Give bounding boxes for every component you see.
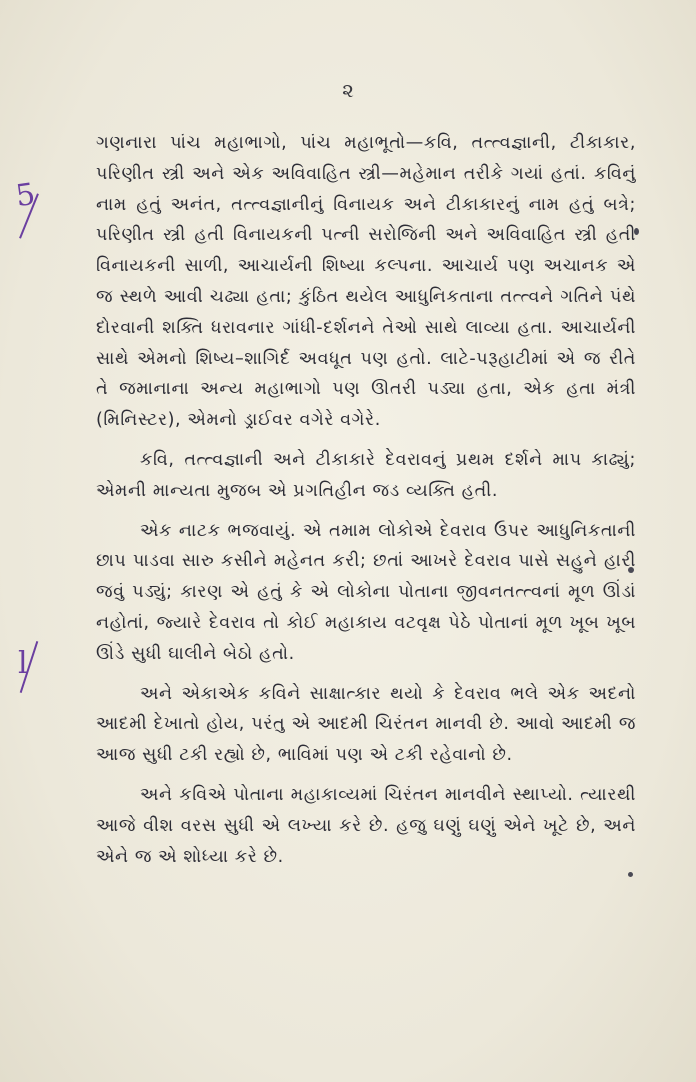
- paragraph-5: અને કવિએ પોતાના મહાકાવ્યમાં ચિરંતન માનવીને સ્થાપ્યો. ત્યારથી આજે વીશ વરસ સુધી એ લખ્યા કરે છે. હજુ ઘણું ઘણું એને ખૂટે છે, અને એને જ એ શોધ્યા કરે છે.: [96, 784, 636, 867]
- paragraph-1: ગણનારા પાંચ મહાભાગો, પાંચ મહાભૂતો—કવિ, તત્ત્વજ્ઞાની, ટીકાકાર, પરિણીત સ્ત્રી અને એક અવિવાહિત સ્ત્રી—મહેમાન તરીકે ગયાં હતાં. કવિનું નામ હતું અનંત, તત્ત્વજ્ઞાનીનું વિનાયક અને ટીકાકારનું નામ હતું બત્રે; પરિણીત સ્ત્રી હતી વિનાયકની પત્ની સરોજિની અને અવિવાહિત સ્ત્રી હતી વિનાયકની સાળી, આચાર્યની શિષ્યા કલ્પના. આચાર્ય પણ અચાનક એ જ સ્થળે આવી ચઢ્યા હતા; કુંઠિત થયેલ આધુનિકતાના તત્ત્વને ગતિને પંથે દોરવાની શક્તિ ધરાવનાર ગાંધી-દર્શનને તેઓ સાથે લાવ્યા હતા. આચાર્યની સાથે એમનો શિષ્ય–શાગિર્દ અવધૂત પણ હતો. લાટે-પરૂહાટીમાં એ જ રીતે તે જમાનાના અન્ય મહાભાગો પણ ઊતરી પડ્યા હતા, એક હતા મંત્રી (મિનિસ્ટર), એમનો ડ્રાઈવર વગેરે વગેરે.: [96, 133, 636, 431]
- page-number: ૨: [342, 78, 354, 102]
- paragraph-3: એક નાટક ભજવાયું. એ તમામ લોકોએ દેવરાવ ઉપર આધુનિકતાની છાપ પાડવા સારુ કસીને મહેનત કરી; છતાં આખરે દેવરાવ પાસે સહુને હારી જવું પડ્યું; કારણ એ હતું કે એ લોકોના પોતાના જીવનતત્ત્વનાં મૂળ ઊંડાં નહોતાં, જ્યારે દેવરાવ તો કોઈ મહાકાય વટવૃક્ષ પેઠે પોતાનાં મૂળ ખૂબ ખૂબ ઊંડે સુધી ઘાલીને બેઠો હતો.: [96, 520, 636, 664]
- body-text: [96, 128, 636, 881]
- margin-mark-bracket: l: [18, 646, 28, 681]
- paragraph-2: કવિ, તત્ત્વજ્ઞાની અને ટીકાકારે દેવરાવનું પ્રથમ દર્શને માપ કાઢ્યું; એમની માન્યતા મુજબ એ પ્રગતિહીન જડ વ્યક્તિ હતી.: [96, 449, 636, 501]
- paragraph-4: અને એકાએક કવિને સાક્ષાત્કાર થયો કે દેવરાવ ભલે એક અદનો આદમી દેખાતો હોય, પરંતુ એ આદમી ચિરંતન માનવી છે. આવો આદમી જ આજ સુધી ટકી રહ્યો છે, ભાવિમાં પણ એ ટકી રહેવાનો છે.: [96, 683, 636, 766]
- margin-mark-five: 5: [13, 176, 38, 215]
